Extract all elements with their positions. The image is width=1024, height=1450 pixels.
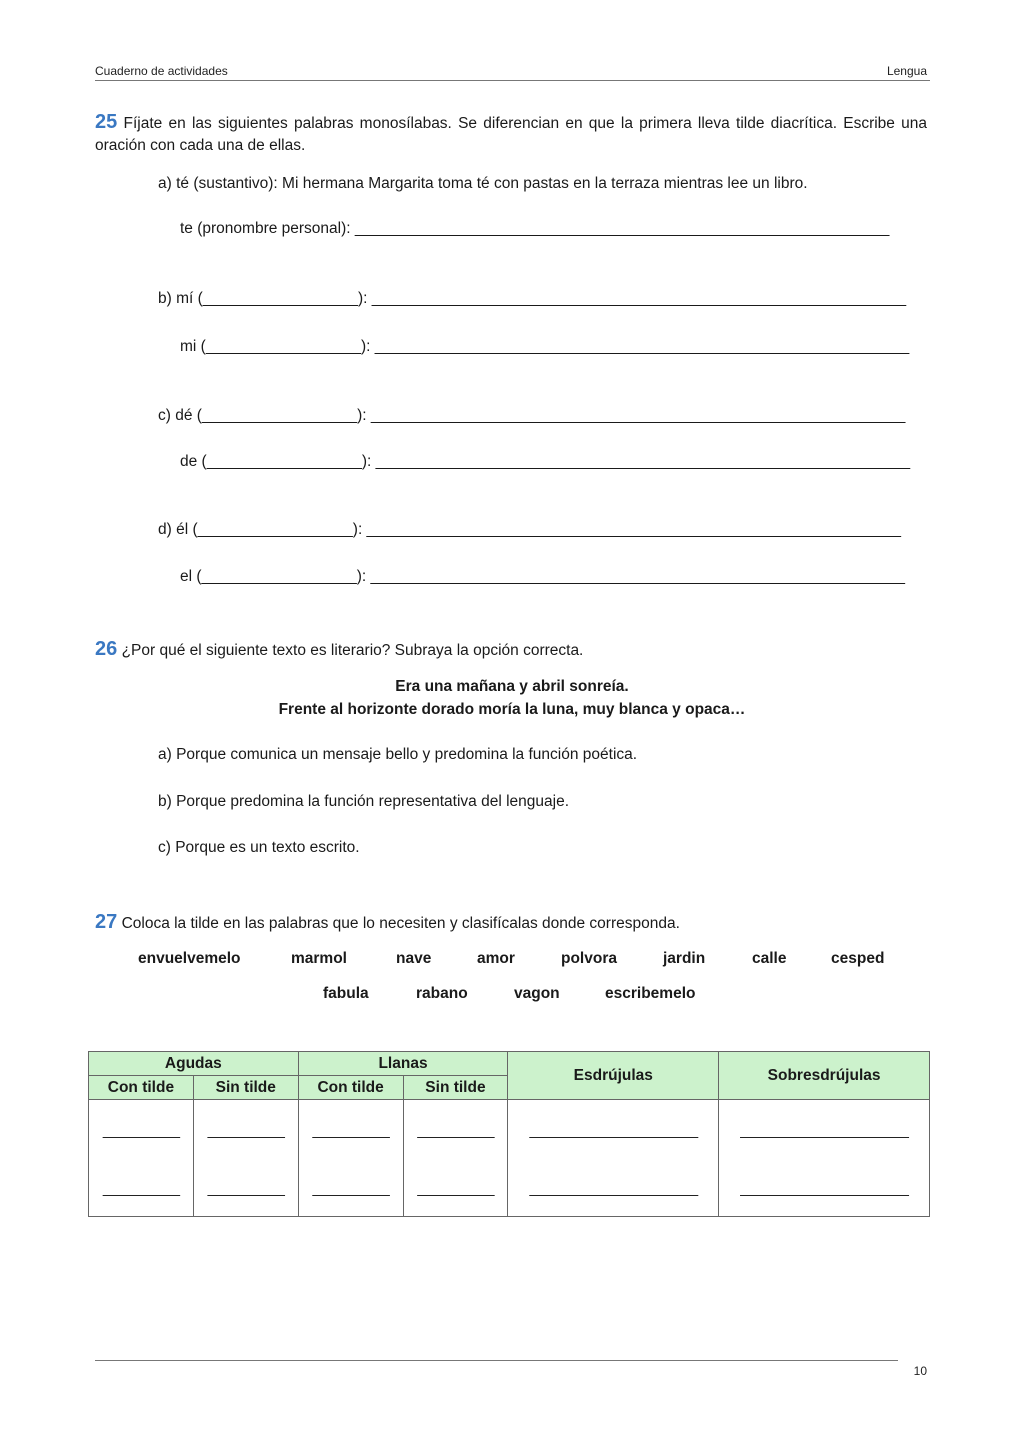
header-subject: Lengua (886, 64, 927, 78)
answer-blank[interactable]: __________ (417, 1180, 494, 1197)
answer-blank[interactable]: __________ (102, 1122, 180, 1139)
answer-cell[interactable] (403, 1100, 508, 1217)
answer-blank[interactable]: ______________________ (740, 1122, 908, 1139)
answer-cell[interactable] (719, 1100, 930, 1217)
ex26-option-c[interactable]: c) Porque es un texto escrito. (158, 839, 360, 856)
answer-blank[interactable]: ______________________ (529, 1180, 698, 1197)
exercise-26-number: 26 (95, 638, 118, 660)
word-chip: escribemelo (605, 985, 696, 1002)
col-agudas: Agudas (89, 1052, 299, 1076)
answer-blank[interactable]: ______________________ (529, 1122, 698, 1139)
col-sobresdrujulas: Sobresdrújulas (719, 1052, 930, 1100)
word-chip: rabano (416, 985, 468, 1002)
word-chip: vagon (514, 985, 560, 1002)
ex25-item-a-blank[interactable]: te (pronombre personal): ______________________________________________________________ (180, 220, 890, 237)
subcol-agudas-con-tilde: Con tilde (89, 1076, 194, 1100)
answer-blank[interactable]: ______________________ (740, 1180, 908, 1197)
ex26-option-b[interactable]: b) Porque predomina la función representativa del lenguaje. (158, 793, 570, 810)
poem-verse-1: Era una mañana y abril sonreía. (395, 678, 629, 695)
col-esdrujulas: Esdrújulas (508, 1052, 719, 1100)
exercise-25-text: Fíjate en las siguientes palabras monosílabas. Se diferencian en que la primera lleva tilde diacrítica. Escribe una oración con cada una de ellas. (95, 115, 928, 154)
col-llanas: Llanas (298, 1052, 508, 1076)
word-chip: polvora (561, 950, 617, 967)
ex25-item-b-blank-2[interactable]: mi (__________________): ______________________________________________________________ (180, 338, 910, 355)
exercise-27-number: 27 (95, 911, 118, 933)
exercise-26-text: ¿Por qué el siguiente texto es literario? Subraya la opción correcta. (121, 642, 584, 659)
subcol-llanas-con-tilde: Con tilde (298, 1076, 403, 1100)
exercise-26-instruction (95, 639, 583, 661)
ex25-item-c-blank-1[interactable]: c) dé (__________________): ______________________________________________________________ (158, 407, 906, 424)
word-chip: calle (752, 950, 787, 967)
answer-blank[interactable]: __________ (207, 1180, 284, 1197)
word-chip: fabula (323, 985, 369, 1002)
ex25-item-b-blank-1[interactable]: b) mí (__________________): ______________________________________________________________ (158, 290, 907, 307)
exercise-25-number: 25 (95, 111, 118, 133)
answer-blank[interactable]: __________ (102, 1180, 180, 1197)
answer-cell[interactable] (298, 1100, 403, 1217)
header-title: Cuaderno de actividades (95, 64, 228, 78)
ex25-item-d-blank-2[interactable]: el (__________________): ______________________________________________________________ (180, 568, 905, 585)
answer-cell[interactable] (193, 1100, 298, 1217)
word-chip: marmol (291, 950, 347, 967)
subcol-agudas-sin-tilde: Sin tilde (193, 1076, 298, 1100)
poem-verse-2: Frente al horizonte dorado moría la luna, muy blanca y opaca… (278, 701, 746, 718)
answer-blank[interactable]: __________ (207, 1122, 284, 1139)
page-number: 10 (913, 1364, 927, 1378)
answer-blank[interactable]: __________ (312, 1180, 389, 1197)
word-chip: envuelvemelo (138, 950, 241, 967)
word-chip: amor (477, 950, 515, 967)
header-rule (95, 80, 930, 81)
answer-cell[interactable] (89, 1100, 194, 1217)
ex25-item-a-sentence: a) té (sustantivo): Mi hermana Margarita toma té con pastas en la terraza mientras lee un libro. (158, 175, 808, 192)
ex25-item-d-blank-1[interactable]: d) él (__________________): ______________________________________________________________ (158, 521, 902, 538)
exercise-25-instruction (95, 111, 927, 157)
answer-blank[interactable]: __________ (417, 1122, 494, 1139)
word-chip: cesped (831, 950, 885, 967)
footer-rule (95, 1360, 898, 1361)
word-chip: nave (396, 950, 432, 967)
answer-cell[interactable] (508, 1100, 719, 1217)
exercise-27-instruction (95, 912, 680, 934)
ex26-option-a[interactable]: a) Porque comunica un mensaje bello y predomina la función poética. (158, 746, 638, 763)
exercise-27-text: Coloca la tilde en las palabras que lo necesiten y clasifícalas donde corresponda. (121, 915, 680, 932)
answer-blank[interactable]: __________ (312, 1122, 389, 1139)
classification-table (88, 1051, 930, 1217)
subcol-llanas-sin-tilde: Sin tilde (403, 1076, 508, 1100)
word-chip: jardin (663, 950, 706, 967)
ex25-item-c-blank-2[interactable]: de (__________________): ______________________________________________________________ (180, 453, 911, 470)
